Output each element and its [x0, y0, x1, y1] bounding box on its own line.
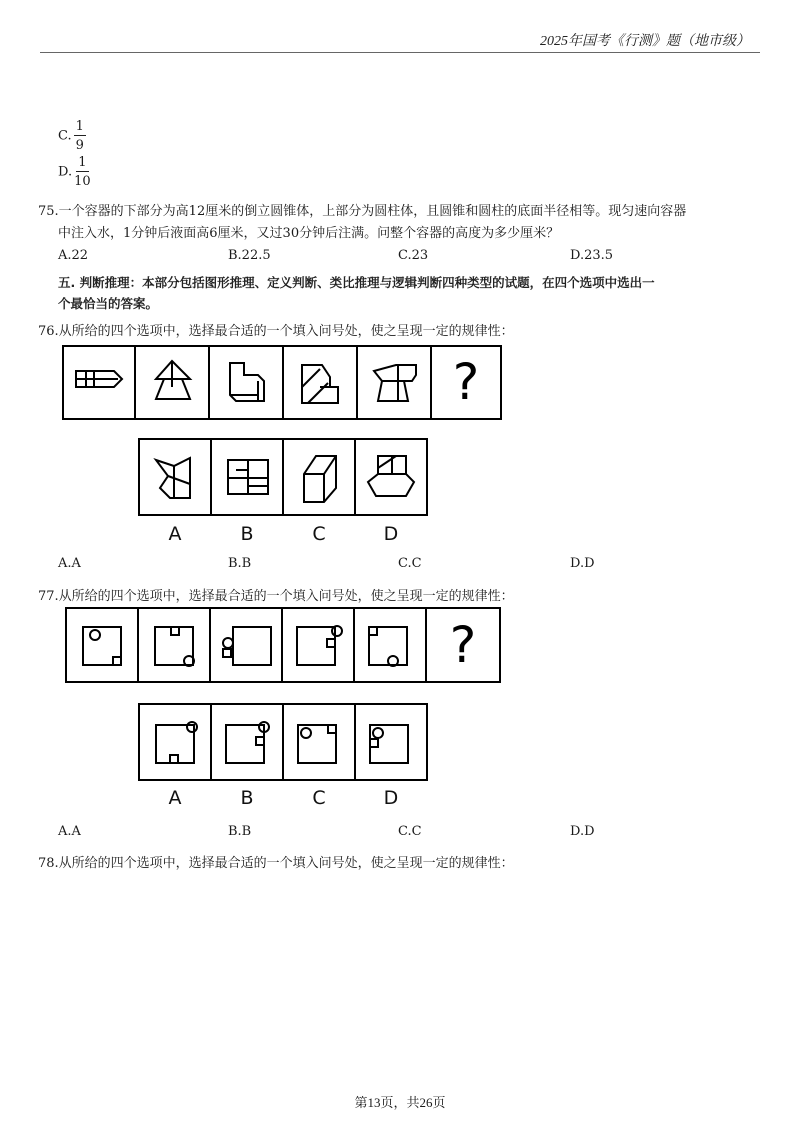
q76-sequence-figure: [62, 345, 502, 420]
q76-choice-d: [354, 438, 428, 516]
q75-option-c: C.23: [398, 248, 429, 263]
q77-choice-d: [354, 703, 428, 781]
section-heading-line1: 五. 判断推理：本部分包括图形推理、定义判断、类比推理与逻辑判断四种类型的试题，在四个选项中选出一: [58, 275, 655, 290]
q76-seq-cell-1: [62, 345, 136, 420]
q76-choice-letter-a: A: [168, 523, 182, 545]
q77-seq-cell-2: [137, 607, 211, 683]
q76-choices-figure: [138, 438, 428, 516]
q75-stem-line2: 中注入水，1分钟后液面高6厘米，又过30分钟后注满。问整个容器的高度为多少厘米？: [58, 226, 560, 241]
q77-seq-cell-4: [281, 607, 355, 683]
q76-choice-b: [210, 438, 284, 516]
fraction-numerator: 1: [78, 155, 87, 170]
q77-choice-a: [138, 703, 212, 781]
option-label: D.: [58, 164, 73, 180]
q77-seq-cell-5: [353, 607, 427, 683]
q76-seq-cell-3: [208, 345, 284, 420]
q76-seq-cell-5: [356, 345, 432, 420]
q76-seq-cell-2: [134, 345, 210, 420]
q77-option-c: C.C: [398, 824, 422, 839]
q77-seq-cell-1: [65, 607, 139, 683]
fraction: [74, 156, 91, 188]
q76-seq-cell-question: [430, 345, 502, 420]
header-divider: [40, 52, 760, 53]
q75-stem-line1: 75.一个容器的下部分为高12厘米的倒立圆锥体，上部分为圆柱体，且圆锥和圆柱的底面半径相等。现匀速向容器: [38, 204, 687, 219]
q77-stem: 77.从所给的四个选项中，选择最合适的一个填入问号处，使之呈现一定的规律性：: [38, 589, 514, 604]
q74-option-c: [58, 120, 86, 152]
q76-choice-letter-c: C: [312, 523, 326, 545]
q77-choice-letter-a: A: [168, 787, 182, 809]
q76-option-b: B.B: [228, 556, 252, 571]
q77-choices-figure: [138, 703, 428, 781]
q75-option-b: B.22.5: [228, 248, 271, 263]
q76-option-c: C.C: [398, 556, 422, 571]
exam-header-title: 2025年国考《行测》题（地市级）: [540, 34, 750, 49]
question-mark: ?: [452, 353, 480, 411]
q77-choice-letter-c: C: [312, 787, 326, 809]
fraction-numerator: 1: [75, 119, 84, 134]
question-mark: ?: [449, 616, 477, 674]
q77-option-a: A.A: [58, 824, 81, 839]
q76-stem: 76.从所给的四个选项中，选择最合适的一个填入问号处，使之呈现一定的规律性：: [38, 324, 514, 339]
q77-seq-cell-question: [425, 607, 501, 683]
q74-option-d: [58, 156, 91, 188]
q76-choice-a: [138, 438, 212, 516]
q77-option-d: D.D: [570, 824, 595, 839]
section-heading-line2: 个最恰当的答案。: [58, 296, 159, 311]
q77-choice-letter-d: D: [383, 787, 399, 809]
q77-choice-letter-b: B: [240, 787, 254, 809]
option-label: C.: [58, 128, 72, 144]
fraction-denominator: 9: [75, 138, 84, 153]
q77-choice-c: [282, 703, 356, 781]
q75-option-a: A.22: [58, 248, 89, 263]
q76-seq-cell-4: [282, 345, 358, 420]
q77-option-b: B.B: [228, 824, 252, 839]
page-number: 第13页，共26页: [354, 1095, 446, 1110]
q75-option-d: D.23.5: [570, 248, 614, 263]
q77-choice-b: [210, 703, 284, 781]
q78-stem: 78.从所给的四个选项中，选择最合适的一个填入问号处，使之呈现一定的规律性：: [38, 856, 514, 871]
q76-option-a: A.A: [58, 556, 81, 571]
fraction: [74, 120, 86, 152]
fraction-denominator: 10: [74, 174, 91, 189]
q77-sequence-figure: [65, 607, 501, 683]
q76-choice-letter-d: D: [383, 523, 399, 545]
q76-choice-c: [282, 438, 356, 516]
q77-seq-cell-3: [209, 607, 283, 683]
q76-choice-letter-b: B: [240, 523, 254, 545]
q76-option-d: D.D: [570, 556, 595, 571]
